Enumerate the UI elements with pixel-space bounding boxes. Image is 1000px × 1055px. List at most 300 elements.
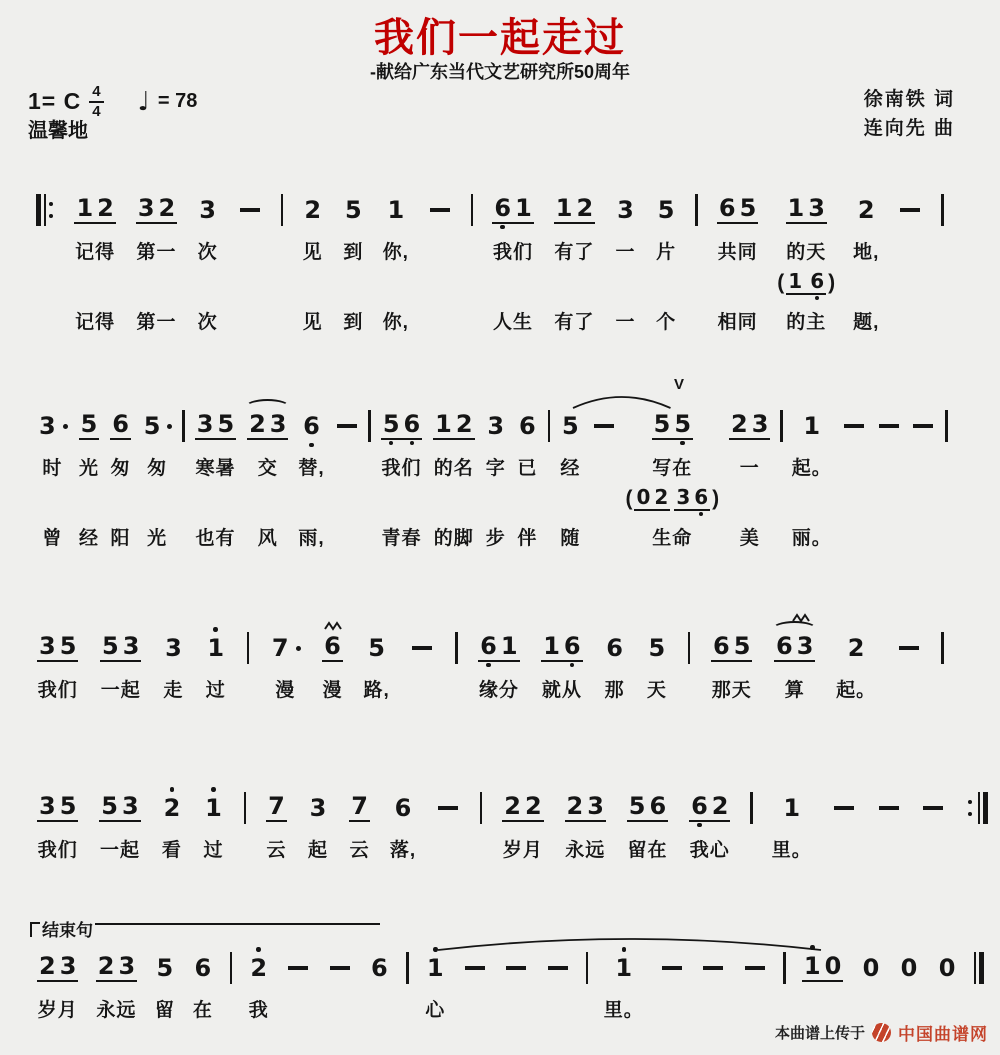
note-column xyxy=(380,408,423,550)
lyric-syllable: 步 xyxy=(485,527,506,549)
note-token: 1 xyxy=(205,636,226,660)
lyric-syllable: 云 xyxy=(349,839,370,861)
lyric-syllable: 里。 xyxy=(771,839,812,861)
lyric-syllable: 地, xyxy=(853,241,880,263)
note-token: 2 3 xyxy=(731,410,769,438)
lyric-syllable: 漫 xyxy=(322,679,343,701)
note-token: 6 xyxy=(394,794,412,822)
lyric-syllable: 你, xyxy=(382,311,409,333)
bar-column xyxy=(974,950,984,1022)
note-token: 1 6 xyxy=(786,271,826,295)
lyric-syllable: 美 xyxy=(739,527,760,549)
lyric-syllable: 也有 xyxy=(195,527,236,549)
extension-line xyxy=(95,923,380,925)
lyric-syllable: 题, xyxy=(853,311,880,333)
meter-denominator: 4 xyxy=(92,102,101,120)
lyric-syllable: 那 xyxy=(604,679,625,701)
lyric-syllable: 过 xyxy=(205,679,226,701)
note-token: 3 5 xyxy=(39,792,77,820)
note-token: 2 xyxy=(304,196,322,224)
lyric-syllable: 那天 xyxy=(711,679,752,701)
note-column xyxy=(501,790,544,862)
bar-column xyxy=(406,950,409,1022)
lyric-syllable: 见 xyxy=(302,311,323,333)
note-token: 6 xyxy=(371,954,388,982)
lyric-syllable: 随 xyxy=(560,527,581,549)
dedication-line: -献给广东当代文艺研究所50周年 xyxy=(369,62,630,82)
note-token: 1 xyxy=(613,956,634,980)
bar-column xyxy=(230,950,233,1022)
note-token: 2 3 xyxy=(247,412,288,440)
note-token: 6 xyxy=(519,412,536,440)
note-column xyxy=(604,950,644,1022)
note-column xyxy=(237,192,263,334)
note-column xyxy=(936,950,959,1022)
lyric-syllable: 永远 xyxy=(96,999,137,1021)
dash-note xyxy=(548,966,568,970)
lyric-syllable: 雨, xyxy=(298,527,325,549)
note-token: 2 3 xyxy=(39,952,77,980)
footer-watermark xyxy=(775,1020,988,1045)
lyric-syllable: 到 xyxy=(343,311,364,333)
lyric-syllable: 第一 xyxy=(136,241,177,263)
lyric-syllable: 一起 xyxy=(99,839,140,861)
barline-single xyxy=(586,952,589,984)
bar-column xyxy=(281,192,284,334)
note-column xyxy=(135,192,178,334)
octave-dot-below xyxy=(500,225,505,230)
lyric-syllable: 的名 xyxy=(433,457,474,479)
lyric-syllable: 光 xyxy=(147,527,168,549)
note-column xyxy=(591,408,617,550)
note-token: 2 xyxy=(248,956,269,980)
note-column xyxy=(503,950,529,1022)
inline-note-annotation: ( 0 2 3 6 ) xyxy=(625,487,719,511)
note-token: 6 xyxy=(606,634,623,662)
octave-dot-below xyxy=(309,443,314,448)
dash-note xyxy=(240,208,260,212)
note-column xyxy=(853,192,879,334)
lyric-syllable: 相同 xyxy=(717,311,758,333)
note-column xyxy=(334,408,360,550)
lyric-syllable: 匆 xyxy=(147,457,168,479)
note-column xyxy=(247,950,270,1022)
bar-column xyxy=(244,790,247,862)
note-token: 2 xyxy=(162,796,183,820)
lyric-syllable: 片 xyxy=(656,241,677,263)
note-column xyxy=(321,630,344,702)
barline-final xyxy=(974,952,984,984)
note-token: 2 xyxy=(857,196,875,224)
lyric-syllable: 起 xyxy=(308,839,329,861)
note-column xyxy=(910,408,936,550)
lyric-syllable: 次 xyxy=(197,311,218,333)
dash-note xyxy=(662,966,682,970)
note-token: 0 xyxy=(862,954,880,982)
key-signature: 1= C xyxy=(28,88,82,115)
lyric-syllable: 经 xyxy=(560,457,581,479)
note-column xyxy=(36,790,79,862)
note-column xyxy=(435,790,461,862)
note-token: 5 3 xyxy=(101,792,139,820)
lyric-syllable: 光 xyxy=(78,457,99,479)
note-token: 1 xyxy=(387,196,405,224)
lyric-syllable: 我们 xyxy=(37,679,78,701)
note-token: 7 xyxy=(268,792,285,820)
dash-note xyxy=(438,806,458,810)
lyric-syllable: 已 xyxy=(517,457,538,479)
bar-column xyxy=(368,408,371,550)
note-column xyxy=(831,790,857,862)
note-token: 0 xyxy=(900,954,918,982)
note-column xyxy=(876,408,902,550)
note-token: 7 xyxy=(351,792,368,820)
tempo-marking xyxy=(137,86,198,117)
upload-note: 本曲谱上传于 xyxy=(774,1025,865,1042)
lyric-syllable: 到 xyxy=(343,241,364,263)
barline-single xyxy=(406,952,409,984)
note-token: 3 xyxy=(37,414,68,438)
note-column xyxy=(307,790,330,862)
note-token: 3 xyxy=(617,196,634,224)
note-column xyxy=(773,630,816,702)
note-column xyxy=(390,790,416,862)
octave-dot-below xyxy=(680,441,685,446)
lyric-syllable: 漫 xyxy=(275,679,296,701)
octave-dot-above xyxy=(256,947,261,952)
barline-single xyxy=(244,792,247,824)
bar-column xyxy=(480,790,483,862)
dash-note xyxy=(745,966,765,970)
note-token: 5 xyxy=(156,954,174,982)
lyric-syllable: 匆 xyxy=(110,457,131,479)
octave-dot-above xyxy=(213,627,218,632)
lyric-syllable: 岁月 xyxy=(502,839,543,861)
bar-column xyxy=(548,408,551,550)
note-column xyxy=(327,950,353,1022)
barline-single xyxy=(182,410,185,442)
inline-note-annotation: ( 1 6 ) xyxy=(777,271,835,295)
note-column xyxy=(202,790,225,862)
note-token: 1 xyxy=(425,956,446,980)
lyric-syllable: 记得 xyxy=(75,241,116,263)
octave-dot-below xyxy=(410,441,415,446)
lyric-syllable: 交 xyxy=(257,457,278,479)
note-column xyxy=(383,192,409,334)
note-column xyxy=(841,408,867,550)
note-token: 3 6 xyxy=(674,487,710,511)
lyric-syllable: 就从 xyxy=(541,679,582,701)
quarter-note-icon: ♩ xyxy=(137,86,150,117)
lyric-syllable: 我们 xyxy=(37,839,78,861)
note-token: 6 3 xyxy=(774,634,815,662)
note-column xyxy=(95,950,138,1022)
note-token: 3 xyxy=(199,196,216,224)
octave-dot-below xyxy=(697,823,702,828)
lyric-syllable: 过 xyxy=(203,839,224,861)
note-token: 6 xyxy=(301,414,322,438)
mordent-ornament-icon xyxy=(792,613,810,623)
note-token: 1 3 xyxy=(787,194,825,222)
dash-note xyxy=(899,646,919,650)
note-token: 5 6 xyxy=(628,792,667,820)
dash-note xyxy=(913,424,933,428)
note-column xyxy=(559,408,582,550)
bar-column xyxy=(941,630,944,702)
note-token: 1 2 xyxy=(76,194,114,222)
octave-dot-below xyxy=(389,441,394,446)
lyric-syllable: 的天 xyxy=(786,241,827,263)
note-column xyxy=(196,192,219,334)
note-column xyxy=(655,192,678,334)
lyric-syllable: 路, xyxy=(363,679,390,701)
note-token: 6 xyxy=(194,954,212,982)
note-token: 6 1 xyxy=(478,634,519,662)
note-column xyxy=(484,408,507,550)
lyric-syllable: 寒暑 xyxy=(195,457,236,479)
note-column xyxy=(342,192,365,334)
note-token: 3 2 xyxy=(137,194,176,222)
note-token: 3 xyxy=(309,794,327,822)
bar-column xyxy=(965,790,988,862)
music-system-5 xyxy=(36,950,984,1022)
note-column xyxy=(364,630,390,702)
bar-column xyxy=(688,630,691,702)
note-column xyxy=(564,790,607,862)
note-column xyxy=(898,950,921,1022)
note-column xyxy=(540,630,583,702)
slur-arc xyxy=(772,621,817,637)
note-token: 6 xyxy=(112,410,129,438)
note-token: 1 xyxy=(803,412,821,440)
lyric-syllable: 一 xyxy=(739,457,760,479)
lyric-syllable: 岁月 xyxy=(37,999,78,1021)
note-column xyxy=(269,630,302,702)
barline-single xyxy=(688,632,691,664)
note-column xyxy=(626,790,669,862)
lyric-syllable: 替, xyxy=(298,457,325,479)
note-token: 2 xyxy=(847,634,865,662)
note-column xyxy=(728,408,771,550)
note-column xyxy=(194,408,237,550)
octave-dot-below xyxy=(486,663,491,668)
lyric-syllable: 伴 xyxy=(517,527,538,549)
lyric-syllable: 一起 xyxy=(100,679,141,701)
lyric-syllable: 永远 xyxy=(565,839,606,861)
augmentation-dot xyxy=(63,424,68,429)
note-column xyxy=(285,950,311,1022)
lyric-syllable: 落, xyxy=(389,839,417,861)
octave-dot-below xyxy=(815,296,820,301)
note-column xyxy=(427,192,453,334)
note-token: 6 5 xyxy=(713,632,751,660)
lyric-syllable: 记得 xyxy=(75,311,116,333)
barline-single xyxy=(471,194,474,226)
note-column xyxy=(99,630,142,702)
note-token: 1 6 xyxy=(541,634,582,662)
tempo-value: = 78 xyxy=(157,90,198,113)
note-column xyxy=(78,408,101,550)
bar-column xyxy=(750,790,753,862)
note-token: 6 2 xyxy=(689,794,730,822)
dash-note xyxy=(465,966,485,970)
lyric-syllable: 经 xyxy=(78,527,99,549)
note-column xyxy=(141,408,174,550)
note-column xyxy=(742,950,768,1022)
music-system-3 xyxy=(36,630,944,702)
lyric-syllable: 的脚 xyxy=(433,527,474,549)
note-column xyxy=(688,790,731,862)
octave-dot-above xyxy=(211,787,216,792)
note-column xyxy=(614,192,637,334)
lyric-syllable: 云 xyxy=(266,839,287,861)
barline-single xyxy=(281,194,284,226)
dash-note xyxy=(879,806,899,810)
bar-column xyxy=(471,192,474,334)
bar-column xyxy=(780,408,783,550)
lyric-syllable: 阳 xyxy=(110,527,131,549)
barline-single xyxy=(750,792,753,824)
bar-column xyxy=(586,950,589,1022)
barline-single xyxy=(455,632,458,664)
note-column xyxy=(162,630,185,702)
note-token: 5 3 xyxy=(102,632,140,660)
octave-dot-above xyxy=(170,787,175,792)
lyric-syllable: 时 xyxy=(42,457,63,479)
bar-column xyxy=(945,408,948,550)
note-column xyxy=(792,408,832,550)
note-token: 5 xyxy=(142,414,173,438)
note-column xyxy=(836,630,876,702)
lyric-syllable: 人生 xyxy=(493,311,534,333)
dash-note xyxy=(703,966,723,970)
octave-dot-below xyxy=(570,663,575,668)
lyric-syllable: 起。 xyxy=(791,457,832,479)
note-token: 0 2 xyxy=(636,485,669,509)
note-token: 1 xyxy=(203,796,224,820)
note-token: 6 xyxy=(322,634,343,662)
note-column xyxy=(424,950,447,1022)
note-column xyxy=(462,950,488,1022)
note-column xyxy=(603,630,626,702)
dash-note xyxy=(330,966,350,970)
note-token: 5 xyxy=(561,412,579,440)
lyric-syllable: 次 xyxy=(197,241,218,263)
lyric-syllable: 在 xyxy=(192,999,213,1021)
lyric-syllable: 一 xyxy=(615,311,636,333)
note-column xyxy=(897,192,923,334)
lyric-syllable: 天 xyxy=(646,679,667,701)
note-token: 1 2 xyxy=(555,194,594,222)
lyricist-credit: 徐南铁 词 xyxy=(863,89,955,110)
music-system-1 xyxy=(36,192,944,334)
note-column xyxy=(36,630,79,702)
lyric-syllable: 走 xyxy=(163,679,184,701)
lyric-syllable: 字 xyxy=(485,457,506,479)
note-token: 7 xyxy=(270,636,301,660)
augmentation-dot xyxy=(296,646,301,651)
bar-column xyxy=(36,192,56,334)
dash-note xyxy=(900,208,920,212)
lyric-syllable: 见 xyxy=(302,241,323,263)
note-column xyxy=(246,408,289,550)
note-column xyxy=(36,408,69,550)
mood-marking: 温馨地 xyxy=(28,120,88,142)
barline-single xyxy=(247,632,250,664)
lyric-syllable: 我们 xyxy=(493,241,534,263)
note-token: 3 5 xyxy=(196,410,235,438)
octave-dot-below xyxy=(699,512,704,517)
lyric-syllable: 的主 xyxy=(786,311,827,333)
note-column xyxy=(265,790,288,862)
mordent-ornament-icon xyxy=(324,621,342,631)
lyric-syllable: 算 xyxy=(784,679,805,701)
music-system-4 xyxy=(36,790,988,862)
music-system-2 xyxy=(36,376,948,550)
note-column xyxy=(516,408,539,550)
note-token: 1 0 xyxy=(802,954,843,982)
barline-single xyxy=(941,632,944,664)
lyric-syllable: 青春 xyxy=(381,527,422,549)
barline-single xyxy=(230,952,233,984)
dash-note xyxy=(412,646,432,650)
note-column xyxy=(625,408,719,550)
note-token: 3 xyxy=(165,634,182,662)
note-column xyxy=(801,950,844,1022)
dash-note xyxy=(594,424,614,428)
note-column xyxy=(646,630,669,702)
lyric-syllable: 留 xyxy=(154,999,175,1021)
bar-column xyxy=(941,192,944,334)
note-token: 5 5 xyxy=(652,412,693,440)
bar-column xyxy=(783,950,786,1022)
note-column xyxy=(876,790,902,862)
bar-column xyxy=(182,408,185,550)
note-column xyxy=(36,950,79,1022)
dash-note xyxy=(879,424,899,428)
note-token: 6 1 xyxy=(492,196,533,224)
lyric-syllable: 丽。 xyxy=(791,527,832,549)
note-column xyxy=(716,192,759,334)
lyric-syllable: 我 xyxy=(248,999,269,1021)
lyric-syllable: 里。 xyxy=(603,999,644,1021)
note-column xyxy=(920,790,946,862)
note-token: 5 xyxy=(80,410,98,438)
lyric-syllable: 心 xyxy=(425,999,446,1021)
note-column xyxy=(553,192,596,334)
note-column xyxy=(659,950,685,1022)
note-token: 5 6 xyxy=(381,412,422,440)
note-column xyxy=(192,950,215,1022)
note-column xyxy=(710,630,753,702)
note-column xyxy=(73,192,116,334)
note-column xyxy=(109,408,132,550)
note-token: 5 xyxy=(368,634,385,662)
note-column xyxy=(860,950,883,1022)
note-column xyxy=(161,790,184,862)
bar-column xyxy=(695,192,698,334)
lyric-syllable: 一 xyxy=(615,241,636,263)
lyric-syllable: 写在 xyxy=(652,457,693,479)
note-token: 5 xyxy=(657,196,675,224)
note-column xyxy=(896,630,922,702)
note-column xyxy=(368,950,391,1022)
dash-note xyxy=(506,966,526,970)
ending-phrase-label xyxy=(30,916,380,941)
barline-single xyxy=(548,410,551,442)
note-column xyxy=(545,950,571,1022)
note-token: 3 5 xyxy=(39,632,77,660)
